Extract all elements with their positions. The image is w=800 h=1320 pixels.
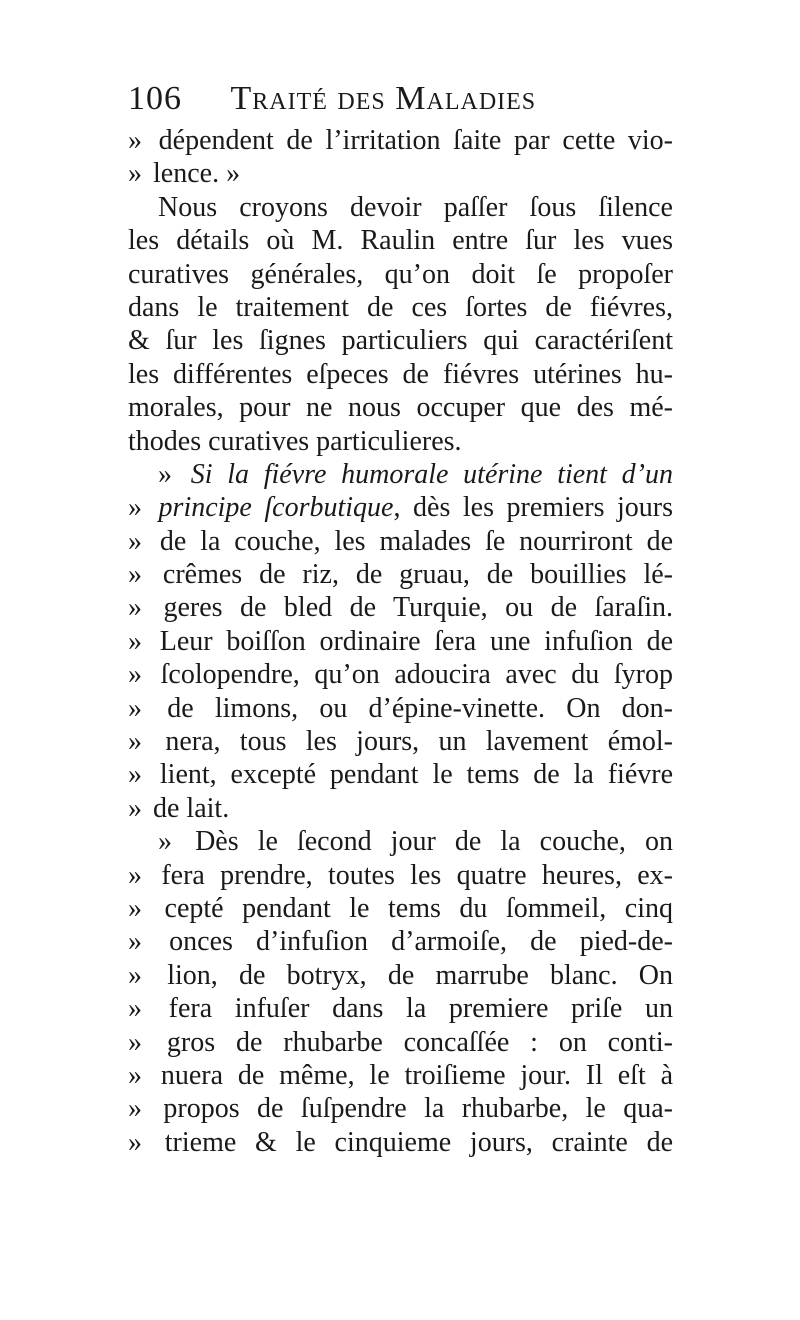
- running-header: [128, 76, 688, 122]
- line-text: geres de bled de Turquie, ou de ſaraſin.: [163, 592, 674, 624]
- line-text: propos de ſuſpendre la rhubarbe, le qua-: [163, 1093, 673, 1125]
- text-line: [128, 224, 673, 257]
- line-text: de limons, ou d’épine-vinette. On don-: [167, 692, 673, 724]
- quote-mark: »: [128, 692, 142, 724]
- quote-mark: »: [128, 993, 142, 1025]
- line-text: lion, de botryx, de marrube blanc. On: [167, 959, 674, 991]
- line-text: morales, pour ne nous occuper que des mé-: [128, 392, 673, 424]
- line-text: lence. »: [153, 158, 241, 190]
- line-text: fera prendre, toutes les quatre heures, ex-: [161, 859, 674, 891]
- line-text: onces d’infuſion d’armoiſe, de pied-de-: [169, 926, 673, 958]
- quote-mark: »: [128, 892, 142, 924]
- line-text: dépendent de l’irritation ſaite par cette vio-: [158, 125, 673, 156]
- line-text: de la couche, les malades ſe nourriront de: [159, 525, 673, 557]
- quote-mark: »: [128, 625, 142, 657]
- line-text: les détails où M. Raulin entre ſur les vues: [128, 225, 673, 257]
- quote-mark: »: [128, 592, 142, 624]
- line-text: thodes curatives particulieres.: [128, 425, 462, 457]
- text-line: [128, 992, 673, 1025]
- text-line: [128, 758, 673, 791]
- text-line: [128, 725, 673, 758]
- text-line: [128, 191, 673, 224]
- quote-mark: »: [158, 826, 172, 858]
- text-line: [128, 157, 673, 190]
- quote-mark: »: [128, 726, 142, 758]
- text-line: [128, 1126, 673, 1159]
- text-line: [128, 792, 673, 825]
- line-text: & ſur les ſignes particuliers qui caractériſent: [128, 325, 673, 357]
- line-text: Si la fiévre humorale utérine tient d’un: [190, 458, 674, 490]
- text-line: [128, 825, 673, 858]
- line-text: dans le traitement de ces ſortes de fiévres,: [128, 291, 673, 323]
- quote-mark: »: [128, 859, 142, 891]
- text-line: [128, 591, 673, 624]
- line-text: fera infuſer dans la premiere priſe un: [168, 993, 673, 1025]
- quote-mark: »: [128, 792, 142, 824]
- quote-mark: »: [128, 1059, 142, 1091]
- line-text: lient, excepté pendant le tems de la fiévre: [159, 759, 673, 791]
- quote-mark: »: [128, 525, 142, 557]
- quote-mark: »: [128, 659, 142, 691]
- line-text: Nous croyons devoir paſſer ſous ſilence: [158, 191, 673, 223]
- text-line: [128, 959, 673, 992]
- text-line: [128, 324, 673, 357]
- line-text: Leur boiſſon ordinaire ſera une infuſion de: [159, 625, 674, 657]
- line-text: cepté pendant le tems du ſommeil, cinq: [164, 892, 673, 924]
- line-text: trieme & le cinquieme jours, crainte de: [164, 1126, 674, 1158]
- line-text: ſcolopendre, qu’on adoucira avec du ſyrop: [160, 659, 674, 691]
- line-text: nera, tous les jours, un lavement émol-: [165, 726, 674, 758]
- text-line: [128, 124, 673, 157]
- quote-mark: »: [128, 1026, 142, 1058]
- quote-mark: »: [128, 926, 142, 958]
- text-line: [128, 692, 673, 725]
- line-text: principe ſcorbutique, dès les premiers jours: [158, 492, 674, 524]
- quote-mark: »: [128, 959, 142, 991]
- text-line: [128, 358, 673, 391]
- line-text: nuera de même, le troiſieme jour. Il eſt à: [160, 1059, 674, 1091]
- text-line: [128, 859, 673, 892]
- running-title: Traité des Maladies: [230, 80, 537, 117]
- line-text: gros de rhubarbe concaſſée : on conti-: [166, 1026, 673, 1058]
- quote-mark: »: [128, 158, 142, 190]
- text-line: [128, 258, 673, 291]
- text-line: [128, 925, 673, 958]
- quote-mark: »: [128, 125, 142, 156]
- text-line: [128, 558, 673, 591]
- text-line: [128, 658, 673, 691]
- quote-mark: »: [128, 492, 142, 524]
- page-body-text: [128, 124, 673, 1159]
- line-text: de lait.: [153, 792, 230, 824]
- text-line: [128, 458, 673, 491]
- text-line: [128, 291, 673, 324]
- text-line: [128, 491, 673, 524]
- text-line: [128, 391, 673, 424]
- quote-mark: »: [158, 458, 172, 490]
- line-text: curatives générales, qu’on doit ſe propoſer: [128, 258, 673, 290]
- text-line: [128, 425, 673, 458]
- page-number: 106: [128, 80, 182, 117]
- quote-mark: »: [128, 559, 142, 591]
- line-text: Dès le ſecond jour de la couche, on: [195, 826, 673, 858]
- quote-mark: »: [128, 1126, 142, 1158]
- line-text: crêmes de riz, de gruau, de bouillies lé-: [162, 559, 674, 591]
- line-text: les différentes eſpeces de fiévres utérines hu-: [128, 358, 673, 390]
- text-line: [128, 625, 673, 658]
- text-line: [128, 1059, 673, 1092]
- text-line: [128, 525, 673, 558]
- quote-mark: »: [128, 759, 142, 791]
- text-line: [128, 1092, 673, 1125]
- quote-mark: »: [128, 1093, 142, 1125]
- text-line: [128, 1026, 673, 1059]
- text-line: [128, 892, 673, 925]
